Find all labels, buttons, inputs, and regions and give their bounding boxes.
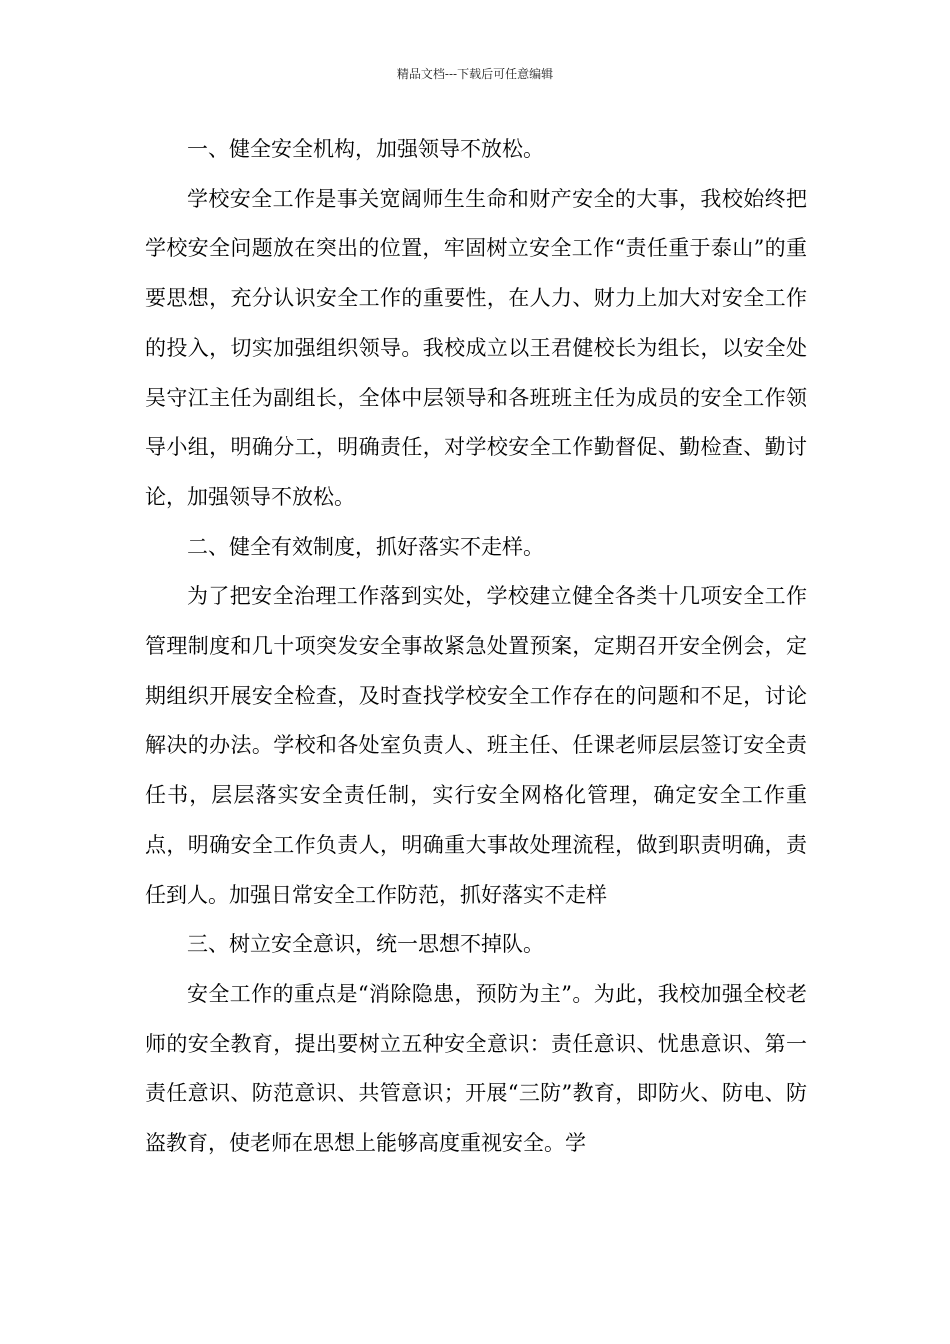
- body-paragraph-1: 学校安全工作是事关宽阔师生生命和财产安全的大事，我校始终把学校安全问题放在突出的位置，牢固树立安全工作“责任重于泰山”的重要思想，充分认识安全工作的重要性，在人力、财力上加大对安全工作的投入，切实加强组织领导。我校成立以王君健校长为组长，以安全处吴守江主任为副组长，全体中层领导和各班班主任为成员的安全工作领导小组，明确分工，明确责任，对学校安全工作勤督促、勤检查、勤讨论，加强领导不放松。: [145, 186, 807, 509]
- section-heading-3: 三、树立安全意识，统一思想不掉队。: [187, 932, 544, 957]
- section-heading-2: 二、健全有效制度，抓好落实不走样。: [187, 534, 544, 559]
- document-body: [145, 125, 807, 1169]
- body-paragraph-3: 安全工作的重点是“消除隐患，预防为主”。为此，我校加强全校老师的安全教育，提出要树立五种安全意识：责任意识、忧患意识、第一责任意识、防范意识、共管意识；开展“三防”教育，即防火、防电、防盗教育，使老师在思想上能够高度重视安全。学: [145, 981, 807, 1156]
- body-paragraph-2: 为了把安全治理工作落到实处，学校建立健全各类十几项安全工作管理制度和几十项突发安全事故紧急处置预案，定期召开安全例会，定期组织开展安全检查，及时查找学校安全工作存在的问题和不足，讨论解决的办法。学校和各处室负责人、班主任、任课老师层层签订安全责任书，层层落实安全责任制，实行安全网格化管理，确定安全工作重点，明确安全工作负责人，明确重大事故处理流程，做到职责明确，责任到人。加强日常安全工作防范，抓好落实不走样: [145, 584, 807, 907]
- section-heading-1: 一、健全安全机构，加强领导不放松。: [187, 137, 544, 161]
- page-header: 精品文档---下载后可任意编辑: [396, 67, 554, 81]
